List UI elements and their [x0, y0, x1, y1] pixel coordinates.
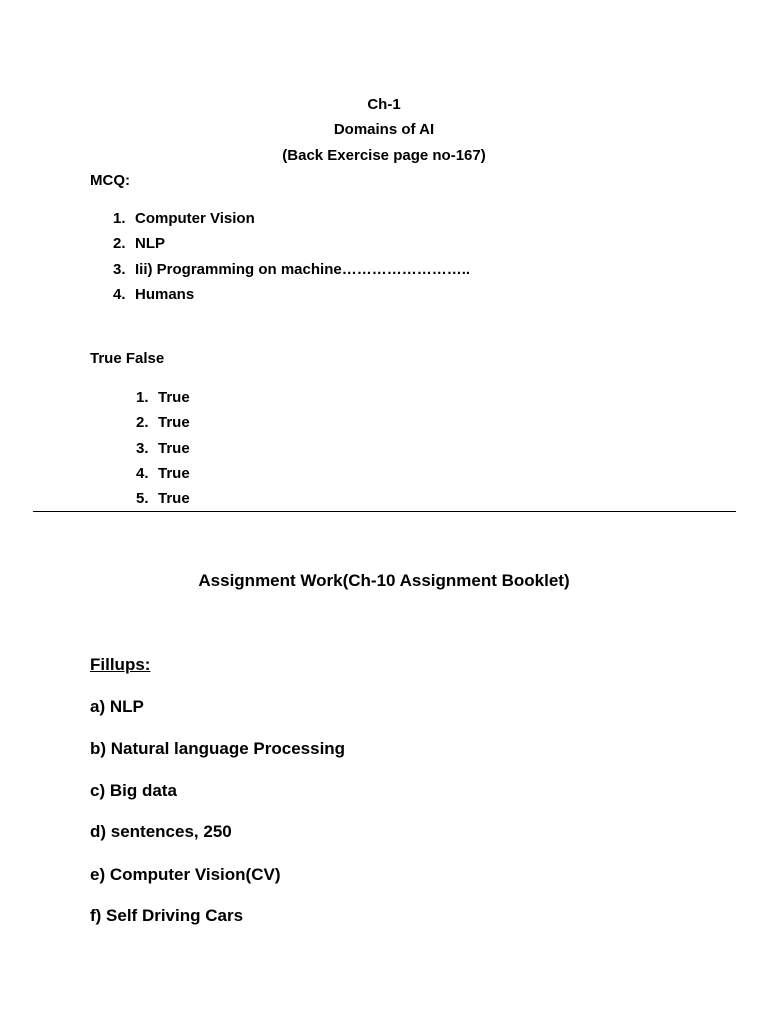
true-false-item [136, 465, 190, 483]
fillup-answer: a) NLP [90, 697, 144, 716]
fillup-answer: c) Big data [90, 781, 177, 800]
true-false-item-text: True [158, 440, 190, 457]
mcq-item-number: 2. [113, 235, 126, 252]
true-false-item-text: True [158, 389, 190, 406]
fillups-heading: Fillups: [90, 655, 151, 674]
true-false-item [136, 440, 190, 458]
mcq-item [113, 261, 470, 279]
fillup-answer: f) Self Driving Cars [90, 906, 244, 925]
mcq-item [113, 286, 194, 304]
fillup-answer: d) sentences, 250 [90, 822, 232, 841]
section-divider [33, 511, 736, 512]
mcq-heading: MCQ: [90, 172, 130, 189]
chapter-title: Domains of AI [333, 121, 435, 138]
chapter-label: Ch-1 [367, 96, 401, 113]
mcq-item-number: 3. [113, 261, 126, 278]
fillup-answer: b) Natural language Processing [90, 739, 346, 758]
mcq-item [113, 235, 165, 253]
true-false-item-number: 3. [136, 440, 149, 457]
true-false-item-text: True [158, 465, 190, 482]
true-false-item-number: 2. [136, 414, 149, 431]
true-false-item [136, 389, 190, 407]
true-false-item [136, 490, 190, 508]
mcq-item-text: Humans [135, 286, 195, 303]
assignment-title: Assignment Work(Ch-10 Assignment Booklet) [198, 571, 570, 590]
mcq-item-text: Computer Vision [135, 210, 255, 227]
true-false-item-text: True [158, 414, 190, 431]
fillup-answer: e) Computer Vision(CV) [90, 865, 281, 884]
true-false-item-number: 4. [136, 465, 149, 482]
mcq-item-text: Iii) Programming on machine…………………….. [135, 261, 471, 278]
true-false-item-number: 1. [136, 389, 149, 406]
mcq-item-number: 1. [113, 210, 126, 227]
exercise-reference: (Back Exercise page no-167) [282, 147, 486, 164]
true-false-item [136, 414, 190, 432]
mcq-item-number: 4. [113, 286, 126, 303]
true-false-item-text: True [158, 490, 190, 507]
true-false-item-number: 5. [136, 490, 149, 507]
true-false-heading: True False [90, 350, 165, 367]
mcq-item-text: NLP [135, 235, 165, 252]
mcq-item [113, 210, 255, 228]
